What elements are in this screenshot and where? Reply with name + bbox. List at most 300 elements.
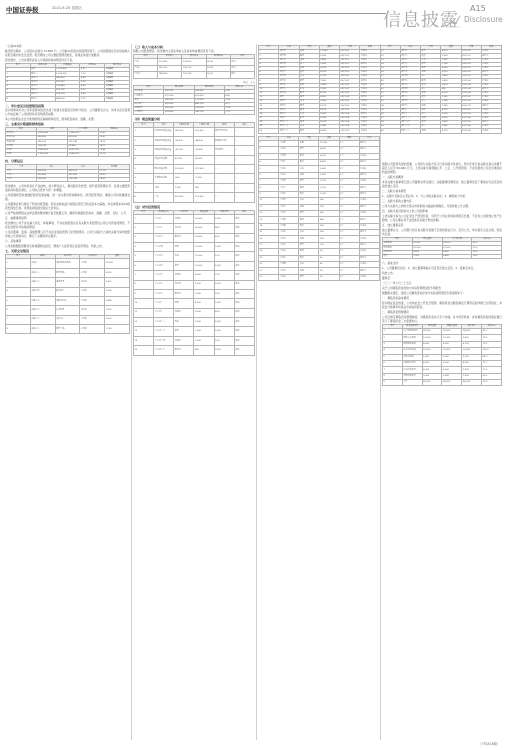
- table-cell: 905,800: [37, 136, 68, 140]
- table-cell: 已完成: [481, 62, 501, 66]
- table-cell: 156,200: [37, 140, 68, 144]
- table-cell: 子公司五: [154, 252, 174, 261]
- table-cell: 8: [134, 193, 154, 202]
- issue-date: 2021.6.25 星期五: [52, 6, 83, 10]
- table-cell: 4: [383, 348, 403, 354]
- table-cell: 应收账款: [134, 94, 164, 98]
- table-cell: 7.52: [80, 72, 105, 76]
- table-cell: 812,050: [55, 80, 80, 84]
- table-cell: 1年: [339, 230, 359, 236]
- table-cell: 流通A股: [105, 68, 130, 72]
- table-cell: 66,300: [462, 380, 482, 386]
- table-cell: 5: [259, 66, 279, 70]
- table-cell: 800: [194, 346, 214, 355]
- table-cell: 21: [380, 50, 400, 54]
- table-cell: 流通A股: [105, 93, 130, 97]
- column-header: 本期发生额: [174, 123, 194, 127]
- table-cell: 5,320: [441, 116, 461, 120]
- table-cell: 51%: [214, 252, 234, 261]
- table-cell: 100%: [214, 299, 234, 308]
- table-cell: 关联方六: [30, 306, 55, 315]
- col4-table-1: [382, 237, 502, 259]
- table-cell: 2021-03: [461, 71, 481, 75]
- table-cell: 服务: [299, 96, 319, 100]
- table-cell: 40.0: [472, 242, 502, 246]
- table-cell: 11: [259, 91, 279, 95]
- table-cell: 股东五: [30, 84, 55, 88]
- table-cell: 销售: [299, 274, 319, 280]
- table-cell: 研发: [174, 243, 194, 252]
- table-cell: 79.9: [482, 380, 502, 386]
- column-header: 承诺金额: [422, 324, 442, 328]
- table-cell: 销售: [299, 242, 319, 248]
- table-cell: 2021-06: [461, 116, 481, 120]
- table-cell: 34: [380, 104, 400, 108]
- table-cell: 3,000: [194, 308, 214, 317]
- table-cell: 8: [259, 79, 279, 83]
- table-cell: —: [234, 136, 254, 145]
- table-cell: 项目九: [279, 112, 299, 116]
- paragraph: 董事会: [382, 275, 391, 280]
- table-cell: 4: [134, 243, 154, 252]
- table-cell: 40: [319, 261, 339, 267]
- table-cell: 590,200: [55, 93, 80, 97]
- column-header: 增减(%): [99, 127, 130, 131]
- table-cell: 子公司九: [154, 289, 174, 298]
- table-cell: 20,000: [194, 233, 214, 242]
- table-cell: 增加: [230, 59, 254, 65]
- table-row: [134, 214, 255, 223]
- table-cell: 100%: [214, 243, 234, 252]
- table-cell: 项目癸: [400, 66, 420, 70]
- table-cell: 301,660: [68, 173, 99, 177]
- table-cell: 股东六: [30, 89, 55, 93]
- table-cell: 提供劳务: [55, 278, 80, 287]
- table-cell: 12,560: [319, 50, 339, 54]
- table-cell: 销售: [421, 62, 441, 66]
- table-row: [383, 254, 502, 258]
- table-cell: 326,500: [174, 165, 194, 174]
- table-cell: 2021-01: [340, 62, 360, 66]
- table-cell: 6,400: [442, 250, 472, 254]
- table-cell: 技术: [299, 87, 319, 91]
- table-cell: 19: [259, 255, 279, 261]
- table-cell: 采购: [299, 66, 319, 70]
- table-cell: 2年: [339, 191, 359, 197]
- table-cell: 采购: [299, 172, 319, 178]
- table-cell: 28,600: [462, 329, 482, 335]
- table-cell: 1,598,200: [68, 152, 99, 156]
- table-cell: 项目十二: [400, 116, 420, 120]
- table-cell: 51%: [214, 336, 234, 345]
- table-cell: 技术: [299, 75, 319, 79]
- table-cell: 合同未: [279, 249, 299, 255]
- table-cell: 加工: [421, 100, 441, 104]
- table-cell: 期末现金余额: [154, 165, 174, 174]
- table-cell: 项目酉: [400, 87, 420, 91]
- table-cell: 180: [319, 236, 339, 242]
- table-cell: 市场价: [80, 287, 105, 296]
- col2-heading-2: （四）现金流量分析: [133, 117, 161, 122]
- table-cell: 项目午: [279, 83, 299, 87]
- table-cell: 2021-06: [461, 129, 481, 133]
- table-cell: 7: [134, 271, 154, 280]
- table-cell: 采购: [421, 104, 441, 108]
- table-cell: 已完成: [481, 116, 501, 120]
- table-row: [6, 315, 130, 324]
- table-cell: -35,600: [194, 146, 214, 155]
- table-cell: 4,300: [462, 360, 482, 366]
- table-cell: 188,700: [194, 111, 224, 115]
- table-cell: 2021-03: [340, 96, 360, 100]
- table-cell: 子公司十二: [154, 318, 174, 327]
- table-cell: 3,560,900: [37, 148, 68, 152]
- table-cell: 销售回款增加: [214, 127, 234, 136]
- table-cell: 5: [134, 165, 154, 174]
- table-cell: 子公司一: [154, 214, 174, 223]
- table-cell: 履行中: [359, 255, 379, 261]
- table-cell: 合同戊: [279, 166, 299, 172]
- table-cell: 28: [380, 79, 400, 83]
- table-cell: 35,000: [442, 329, 462, 335]
- table-cell: 项目丁: [400, 54, 420, 58]
- table-cell: 6: [6, 306, 31, 315]
- table-cell: 9: [259, 83, 279, 87]
- table-cell: 项目十八: [400, 129, 420, 133]
- table-cell: 4,000: [422, 367, 442, 373]
- table-cell: 营业成本: [6, 136, 37, 140]
- table-cell: 已完成: [481, 91, 501, 95]
- table-cell: 租赁: [421, 108, 441, 112]
- column-header: 累计投入: [462, 324, 482, 328]
- table-cell: 5: [6, 84, 31, 88]
- table-cell: 股东八: [30, 97, 55, 101]
- column-header: 定价原则: [80, 255, 105, 259]
- col4-paras-a: [382, 162, 502, 236]
- table-cell: 7: [259, 75, 279, 79]
- table-cell: 项目巳: [400, 79, 420, 83]
- table-cell: 380,100: [68, 169, 99, 173]
- table-cell: 186,200: [164, 98, 194, 102]
- table-cell: 5,000: [442, 354, 462, 360]
- table-cell: 15: [259, 108, 279, 112]
- column-header: 序号: [259, 46, 279, 50]
- table-cell: 19: [259, 125, 279, 129]
- table-cell: 9,870: [319, 66, 339, 70]
- table-cell: 子公司十一: [154, 308, 174, 317]
- table-cell: 服务: [299, 217, 319, 223]
- table-cell: 销售商品: [383, 246, 413, 250]
- table-cell: -600: [174, 174, 194, 183]
- table-cell: 已完成: [360, 83, 380, 87]
- table-cell: 流通A股: [105, 89, 130, 93]
- column-header: 毛利率(%): [206, 55, 230, 59]
- table-cell: 合计: [154, 193, 174, 202]
- paragraph: 报告期内，公司实现营业收入与利润的具体情况详见下表。: [5, 58, 75, 62]
- table-cell: 5: [6, 296, 31, 305]
- table-cell: 技术: [299, 230, 319, 236]
- table-cell: 贸易业: [174, 224, 194, 233]
- table-cell: 902,600: [164, 102, 194, 106]
- table-cell: 12: [259, 96, 279, 100]
- table-cell: 子公司六: [154, 261, 174, 270]
- table-cell: 1年: [339, 255, 359, 261]
- table-cell: 新设: [234, 233, 254, 242]
- table-cell: 2021-02: [461, 54, 481, 58]
- column-header: 说明: [481, 46, 501, 50]
- table-cell: 63.3: [482, 373, 502, 379]
- table-row: [134, 155, 255, 164]
- table-cell: 净利润: [6, 144, 37, 148]
- paragraph: 五、重要事项说明: [5, 216, 27, 221]
- table-row: [6, 325, 130, 334]
- table-cell: 技术改造项目: [402, 367, 422, 373]
- table-cell: 合同辛: [279, 185, 299, 191]
- table-cell: 已完成: [481, 50, 501, 54]
- column-header: 投资金额: [194, 210, 214, 214]
- table-cell: 3,260: [105, 287, 130, 296]
- table-cell: 70.0: [482, 367, 502, 373]
- table-cell: 5: [259, 166, 279, 172]
- table-row: [6, 287, 130, 296]
- table-cell: 购建固定资产: [214, 136, 234, 145]
- table-cell: 26: [380, 71, 400, 75]
- table-cell: 326,500: [164, 90, 194, 94]
- table-cell: 8,500: [319, 147, 339, 153]
- table-cell: 技术: [299, 100, 319, 104]
- table-cell: 服务: [299, 108, 319, 112]
- column-header: 类别: [421, 46, 441, 50]
- table-cell: 已完成: [360, 54, 380, 58]
- table-cell: 加工: [421, 75, 441, 79]
- table-cell: 股东三: [30, 76, 55, 80]
- column-header: 金额: [319, 136, 339, 140]
- table-cell: 采购商品: [383, 242, 413, 246]
- column-4: [382, 44, 502, 740]
- table-cell: 10,000: [462, 348, 482, 354]
- column-header: 序号: [6, 64, 31, 68]
- table-cell: 2021-01: [340, 50, 360, 54]
- column-header: 期末余额: [164, 86, 194, 90]
- table-cell: 流通A股: [105, 80, 130, 84]
- column-header: 备注: [234, 210, 254, 214]
- table-cell: 租赁: [421, 96, 441, 100]
- column-header: 期限: [339, 136, 359, 140]
- table-cell: 采购: [299, 204, 319, 210]
- table-cell: 合同丁: [279, 159, 299, 165]
- table-cell: 228,410: [182, 59, 206, 65]
- table-row: [134, 146, 255, 155]
- table-cell: 合同寅: [279, 217, 299, 223]
- table-cell: 1年: [339, 166, 359, 172]
- col1-heading-2: 三、主要会计数据和财务指标: [5, 121, 45, 126]
- table-cell: 1: [134, 214, 154, 223]
- table-cell: 78.3: [482, 335, 502, 341]
- table-cell: 165,000: [194, 106, 224, 110]
- table-cell: —: [234, 155, 254, 164]
- table-cell: 产品二: [134, 65, 158, 71]
- table-cell: 1,130: [441, 62, 461, 66]
- table-cell: 18: [259, 121, 279, 125]
- table-cell: 5,870: [319, 108, 339, 112]
- table-cell: 增资: [234, 224, 254, 233]
- table-cell: 合同甲: [279, 140, 299, 146]
- table-row: [134, 336, 255, 345]
- table-cell: 20: [319, 274, 339, 280]
- table-row: [134, 174, 255, 183]
- column-header: 上年发生额: [442, 238, 472, 242]
- table-cell: 9: [259, 191, 279, 197]
- table-cell: 12: [134, 318, 154, 327]
- table-cell: 项目十: [400, 112, 420, 116]
- table-row: [134, 261, 255, 270]
- table-cell: 4,800: [319, 159, 339, 165]
- table-row: [383, 380, 502, 386]
- column-header: 序号: [134, 210, 154, 214]
- paragraph: 公司已制定募集资金管理制度，对募集资金实行专户存储，并与保荐机构、存放募集资金的商业银行签订了募集资金三方监管协议。: [382, 314, 502, 323]
- table-cell: —: [234, 146, 254, 155]
- table-cell: 1,560: [319, 87, 339, 91]
- column-header: 同比: [230, 55, 254, 59]
- table-cell: 已完成: [359, 249, 379, 255]
- table-cell: 8,000: [422, 341, 442, 347]
- table-cell: 37: [380, 116, 400, 120]
- paragraph: 根据相关规定，现将公司募集资金存放与实际使用情况专项说明如下：: [382, 290, 466, 295]
- table-cell: 185,600: [174, 127, 194, 136]
- table-cell: 已完成: [481, 129, 501, 133]
- table-cell: 市场价: [80, 315, 105, 324]
- table-cell: 进行中: [481, 54, 501, 58]
- table-cell: -88,400: [194, 136, 214, 145]
- table-cell: 20,000: [412, 242, 442, 246]
- table-cell: 子公司四: [154, 243, 174, 252]
- table-cell: 2,430: [319, 100, 339, 104]
- table-cell: 4,650: [319, 96, 339, 100]
- table-cell: 6,540: [441, 66, 461, 70]
- table-cell: —: [214, 193, 234, 202]
- table-cell: 1: [6, 68, 31, 72]
- paragraph: 五、独立董事意见: [382, 223, 404, 227]
- table-cell: 7,340: [441, 104, 461, 108]
- column-header: 分部: [6, 165, 37, 169]
- table-cell: 项目亥: [400, 91, 420, 95]
- table-cell: 25.85: [206, 65, 230, 71]
- column-header: 类别: [299, 46, 319, 50]
- table-cell: 关联方八: [30, 325, 55, 334]
- table-cell: 10,000: [422, 348, 442, 354]
- table-cell: 90: [319, 249, 339, 255]
- table-cell: 3.89: [80, 93, 105, 97]
- table-cell: 3: [134, 233, 154, 242]
- table-cell: —: [214, 155, 234, 164]
- table-cell: 4,000: [194, 299, 214, 308]
- table-cell: 服务业: [174, 289, 194, 298]
- table-cell: 25.00: [206, 72, 230, 78]
- table-cell: 986,300: [55, 76, 80, 80]
- table-cell: 新设: [234, 327, 254, 336]
- table-cell: 已完成: [359, 210, 379, 216]
- table-cell: 项目戊: [279, 58, 299, 62]
- table-cell: 1: [6, 259, 31, 268]
- table-cell: 项目己: [400, 58, 420, 62]
- column-header: 序号: [6, 255, 31, 259]
- table-cell: 8,000: [194, 271, 214, 280]
- table-cell: 6,000: [442, 360, 462, 366]
- table-cell: 新设: [234, 336, 254, 345]
- table-cell: 3,210: [441, 71, 461, 75]
- table-cell: 9: [383, 380, 403, 386]
- table-cell: 生产线建设项目: [402, 329, 422, 335]
- table-cell: 1年: [339, 153, 359, 159]
- table-cell: 租赁: [299, 159, 319, 165]
- table-cell: 协议价: [80, 278, 105, 287]
- paragraph: 四、关联交易目的和对上市公司的影响: [382, 209, 428, 213]
- table-cell: 分部三: [6, 177, 37, 181]
- table-cell: 货币资金: [134, 90, 164, 94]
- table-cell: 15,000: [412, 246, 442, 250]
- table-cell: 2021-02: [461, 58, 481, 62]
- col2-heading-3: （五）对外投资情况: [133, 204, 161, 209]
- table-cell: 2021-02: [461, 50, 481, 54]
- table-cell: 655,100: [55, 89, 80, 93]
- table-cell: 118,330: [37, 144, 68, 148]
- table-cell: 100%: [214, 318, 234, 327]
- table-cell: 2021-02: [340, 83, 360, 87]
- table-cell: 已完成: [360, 104, 380, 108]
- table-row: [6, 296, 130, 305]
- table-cell: 150,000: [164, 106, 194, 110]
- table-cell: 33: [380, 100, 400, 104]
- table-cell: 项目辰: [279, 79, 299, 83]
- paragraph: 根据公司经营发展的需要，公司拟与关联方签订日常关联交易协议，预计年度日常关联交易总金额不超过人民币 50,000 万元。上述关联交易遵循公平、公正、公开的原则，不存在损害公司及全体股东利益的情形。: [382, 162, 502, 174]
- table-cell: 9.42: [224, 90, 254, 94]
- table-cell: 100%: [214, 214, 234, 223]
- table-cell: 子公司十: [154, 299, 174, 308]
- table-cell: 服务: [299, 185, 319, 191]
- table-cell: —: [234, 127, 254, 136]
- table-cell: 2: [259, 147, 279, 153]
- table-cell: 620: [319, 210, 339, 216]
- table-cell: 信息化建设: [402, 354, 422, 360]
- table-cell: 委托加工: [55, 315, 80, 324]
- column-header: 项目: [134, 55, 158, 59]
- table-cell: 1: [259, 50, 279, 54]
- table-cell: 83,000: [422, 380, 442, 386]
- table-cell: 2: [383, 335, 403, 341]
- col1-paras-a: [5, 44, 130, 62]
- table-cell: 15: [259, 230, 279, 236]
- table-cell: 2021-03: [340, 91, 360, 95]
- table-cell: 1年: [339, 198, 359, 204]
- table-cell: 29: [380, 83, 400, 87]
- table-cell: 物流: [174, 318, 194, 327]
- paragraph: 六、其他事项: [5, 239, 22, 244]
- table-cell: 合同壬: [279, 191, 299, 197]
- table-cell: 流通A股: [105, 76, 130, 80]
- table-cell: 12,000: [442, 335, 462, 341]
- table-cell: 租赁: [421, 121, 441, 125]
- table-cell: 进行中: [360, 96, 380, 100]
- table-cell: 7: [383, 367, 403, 373]
- paragraph: 公司严格按照相关法律法规的要求履行信息披露义务，确保所披露信息真实、准确、完整、及时、公平。: [5, 211, 129, 216]
- table-cell: 2,900: [319, 172, 339, 178]
- table-cell: 已完成: [360, 91, 380, 95]
- table-cell: 26.92: [99, 173, 130, 177]
- paragraph: 特此公告。: [382, 270, 396, 275]
- paragraph: 截至报告期末，公司股东总数为 73,508 户。公司前10名股东持股情况如下，公司控股股东及实际控制人在报告期内未发生变更。报告期内公司主要经营情况稳定，各项业务按计划推进。: [5, 49, 130, 57]
- table-cell: 已完成: [359, 261, 379, 267]
- table-cell: 1,420: [319, 62, 339, 66]
